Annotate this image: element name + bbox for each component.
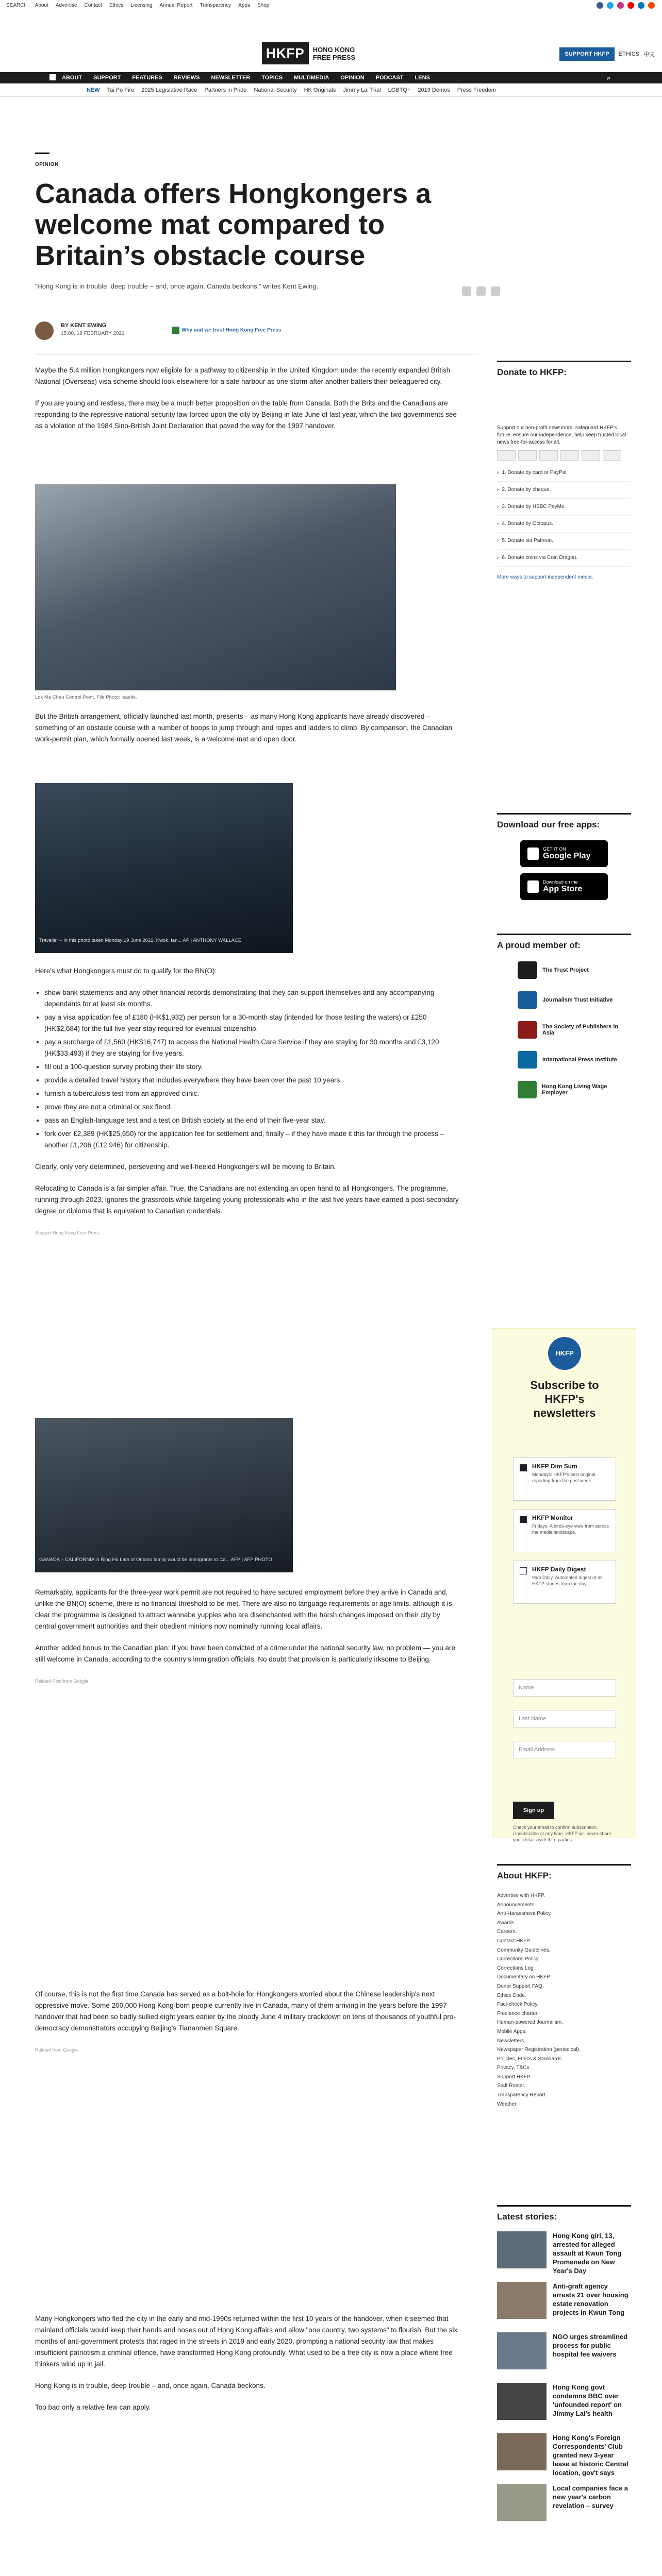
trending-bar	[0, 83, 662, 97]
apps-title: Download our free apps:	[497, 820, 600, 829]
member-label: International Press Institute	[542, 1057, 617, 1063]
sidebar-rule	[497, 361, 631, 362]
story-item[interactable]	[497, 2484, 631, 2525]
about-links	[497, 1891, 631, 2109]
nav-opinion[interactable]: OPINION	[340, 75, 365, 81]
topbar-shop[interactable]: Shop	[257, 3, 270, 8]
latest-stories	[497, 2205, 631, 2525]
payme-icon	[582, 450, 600, 461]
requirements-list	[44, 987, 459, 1151]
paragraph: Maybe the 5.4 million Hongkongers now eligible for a pathway to citizenship in the United Kingdom under the recently expanded British National (Overseas) visa scheme should look elsewhere for a safe harbour as one storm after another batters their beleaguered city.	[35, 366, 451, 385]
logo-line-1: HONG KONG	[312, 45, 355, 54]
topbar-apps[interactable]: Apps	[238, 3, 250, 8]
about-link[interactable]: Ethics Code.	[497, 1992, 526, 1998]
article-body-6	[35, 2313, 459, 2424]
article-body-1	[35, 365, 459, 442]
about-link[interactable]: Support HKFP.	[497, 2074, 531, 2080]
paragraph: If you are young and restless, there may be a much better proposition on the table from Canada. Both the Brits and the Canadians are responding to the repressive national security law forced upon the city by Beijing in late June of last year, which the two governments see as a violation of the 1984 Sino-British Joint Declaration that paved the way for the 1997 handover.	[35, 399, 457, 430]
trust-icon	[172, 327, 179, 334]
sidebar-rule	[497, 2205, 631, 2207]
ad-label: Related Post from Google	[35, 1679, 89, 1684]
app-store-button[interactable]	[520, 873, 608, 900]
share-facebook-icon[interactable]	[462, 286, 471, 296]
living-wage-logo	[518, 1081, 537, 1098]
donate-options	[497, 465, 631, 567]
gp-small: GET IT ON	[543, 846, 566, 852]
member-sopa[interactable]	[518, 1020, 631, 1040]
home-icon[interactable]	[49, 74, 56, 80]
ipi-logo	[518, 1051, 537, 1069]
as-small: Download on the	[543, 879, 578, 885]
about-link[interactable]: Freelance charter.	[497, 2010, 539, 2016]
donate-text: Support our non-profit newsroom: safeguard HKFP's future, ensure our independence, help keep trusted local news free-for-access for all.	[497, 425, 626, 445]
nav-features[interactable]: FEATURES	[132, 75, 162, 81]
new-label: NEW	[87, 87, 100, 93]
paragraph: Many Hongkongers who fled the city in the early and mid-1990s returned within the first 10 years of the handover, when it seemed that mainland officials would keep their hands and noses out of Hong Kong affairs and allow "one country, two systems" to flourish. But the six months of anti-government protests that raged in the streets in 2019 and early 2020, prompting a national security law that makes insufficient patriotism a criminal offence, have transformed Hong Kong profoundly. What used to be a free city is now a place where free thinkers wind up in jail.	[35, 2315, 458, 2368]
donate-box	[497, 425, 631, 581]
list-item: • provide a detailed travel history that includes everywhere they have been over the past 10 years.	[44, 1075, 459, 1086]
amex-icon	[539, 450, 558, 461]
payment-icons	[497, 450, 631, 461]
twitter-icon[interactable]	[607, 2, 614, 9]
sidebar-rule	[497, 934, 631, 935]
story-thumb	[497, 2332, 547, 2369]
site-logo[interactable]	[262, 42, 355, 64]
main-nav	[0, 72, 662, 83]
donate-option[interactable]: › 4. Donate by Octopus.	[497, 516, 631, 533]
member-label: Hong Kong Living Wage Employer	[541, 1083, 607, 1096]
nav-topics[interactable]: TOPICS	[261, 75, 283, 81]
about-link[interactable]: Donor Support FAQ.	[497, 1983, 544, 1989]
paragraph: Clearly, only very determined, persevering and well-heeled Hongkongers will be moving to Britain.	[35, 1163, 336, 1171]
list-item: • prove they are not a criminal or sex fiend.	[44, 1101, 459, 1113]
article-body-4	[35, 1587, 459, 1697]
article-photo-traveller[interactable]	[35, 783, 293, 953]
about-link[interactable]: Transparency Report.	[497, 2092, 547, 2098]
donate-option[interactable]: › 5. Donate via Patreon.	[497, 533, 631, 550]
about-link[interactable]: Awards.	[497, 1920, 516, 1926]
member-trust-project[interactable]	[518, 960, 631, 980]
nav-lens[interactable]: LENS	[415, 75, 430, 81]
article-body-3	[35, 965, 459, 1249]
topbar-transparency[interactable]: Transparency	[200, 3, 231, 8]
share-email-icon[interactable]	[491, 286, 500, 296]
share-buttons	[462, 286, 500, 296]
facebook-icon[interactable]	[597, 2, 603, 9]
list-item: • furnish a tuberculosis test from an approved clinic.	[44, 1088, 459, 1099]
photo-caption: GANADA – CALIFORNIA in Ring Ho Lam of Ontario family would be immigrants to Ca... AFP | AFP PHOTO	[39, 1557, 272, 1563]
paragraph: Remarkably, applicants for the three-year work permit are not required to have secured employment before they arrive in Canada and, unlike the BN(O) scheme, there is no financial threshold to be met. There are also no language requirements or age limits, although it is clear the programme is designed to attract wannabe yuppies who are disenchanted with the harsh changes imposed on their city by central government authorities and their obedient minions now nominally running local affairs.	[35, 1588, 452, 1630]
story-thumb	[497, 2231, 547, 2268]
mastercard-icon	[497, 450, 516, 461]
story-item[interactable]	[497, 2231, 631, 2273]
about-link[interactable]: Newsletters.	[497, 2038, 526, 2044]
option-name: HKFP Dim Sum	[532, 1463, 577, 1470]
list-item: • pay a visa application fee of £180 (HK$1,932) per person for a 30-month stay (intended for those testing the waters) or £250 (HK$2,684) for the full five-year stay required for eventual citizenship.	[44, 1012, 459, 1035]
article-body-2	[35, 711, 459, 755]
checkbox[interactable]	[520, 1464, 527, 1471]
email-input[interactable]: Email Address	[513, 1741, 616, 1758]
about-link[interactable]: Corrections Policy.	[497, 1956, 540, 1962]
topbar-annual-report[interactable]: Annual Report	[159, 3, 193, 8]
member-ipi[interactable]	[518, 1049, 631, 1070]
trending-item[interactable]: Tai Po Fire	[107, 87, 135, 93]
apps-section	[497, 813, 631, 906]
donate-title: Donate to HKFP:	[497, 367, 567, 377]
last-name-input[interactable]: Last Name	[513, 1710, 616, 1727]
trending-item[interactable]: HK Originals	[304, 87, 336, 93]
octopus-icon	[603, 450, 621, 461]
newsletter-logo: HKFP	[548, 1337, 581, 1370]
trending-item[interactable]: 2025 Legislative Race	[141, 87, 197, 93]
member-label: Journalism Trust Initiative	[542, 997, 613, 1003]
trending-item[interactable]: National Security	[254, 87, 297, 93]
topbar-licensing[interactable]: Licensing	[130, 3, 153, 8]
list-item: • fork over £2,389 (HK$25,650) for the application fee for settlement and, finally – if they have made it this far through the process – another £1,206 (£12,946) for citizenship.	[44, 1128, 459, 1151]
article-body-5	[35, 1989, 459, 2066]
share-twitter-icon[interactable]	[476, 286, 486, 296]
trust-promo-link[interactable]	[172, 327, 281, 334]
gp-big: Google Play	[543, 852, 591, 860]
logo-text	[313, 46, 355, 61]
paypal-icon	[560, 450, 579, 461]
story-thumb	[497, 2282, 547, 2319]
divider	[35, 354, 478, 355]
logo-line-2: FREE PRESS	[312, 53, 356, 61]
about-link[interactable]: Human-powered Journalism.	[497, 2020, 563, 2026]
about-link[interactable]: Announcements.	[497, 1902, 536, 1908]
story-title: Hong Kong's Foreign Correspondents' Club granted new 3-year lease at historic Central location, gov't says	[553, 2434, 628, 2477]
option-desc: 9am Daily: Automated digest of all HKFP stories from the day.	[532, 1575, 603, 1586]
story-thumb	[497, 2383, 547, 2420]
donate-option[interactable]: › 6. Donate coins via Coin Dragon.	[497, 550, 631, 567]
section-rule	[35, 152, 49, 154]
list-item: • pay a surcharge of £1,560 (HK$16,747) to access the National Health Care Service if they are staying for 30 months and £3,120 (HK$33,493) if they are staying for five years.	[44, 1037, 459, 1059]
newsletter-option-digest[interactable]	[513, 1561, 616, 1604]
checkbox[interactable]	[520, 1516, 527, 1523]
about-link[interactable]: Contact HKFP.	[497, 1938, 531, 1944]
donate-option[interactable]: › 1. Donate by card or PayPal.	[497, 465, 631, 482]
topbar-search[interactable]: SEARCH	[6, 3, 28, 8]
member-label: The Trust Project	[542, 967, 589, 973]
nav-reviews[interactable]: REVIEWS	[173, 75, 200, 81]
about-link[interactable]: Careers.	[497, 1929, 517, 1935]
site-header	[0, 11, 662, 72]
story-item[interactable]	[497, 2282, 631, 2323]
trust-project-logo	[518, 961, 537, 979]
paragraph: Another added bonus to the Canadian plan: If you have been convicted of a crime under the national security law, no problem — you are still welcome in Canada, according to the country's immigration officials. No doubt that provision is particularly irksome to Beijing.	[35, 1644, 456, 1663]
nav-support[interactable]: SUPPORT	[93, 75, 121, 81]
signup-button[interactable]: Sign up	[513, 1802, 554, 1819]
about-link[interactable]: Corrections Log.	[497, 1965, 535, 1971]
article-subtitle: “Hong Kong is in trouble, deep trouble – and, once again, Canada beckons,” writes Kent Ewing.	[35, 282, 319, 290]
nav-multimedia[interactable]: MULTIMEDIA	[294, 75, 329, 81]
topbar-advertise[interactable]: Advertise	[55, 3, 77, 8]
name-input[interactable]: Name	[513, 1679, 616, 1697]
member-label: The Society of Publishers in Asia	[542, 1024, 619, 1036]
newsletter-box	[492, 1328, 636, 1842]
google-play-button[interactable]	[520, 840, 608, 867]
trust-promo-text: Why and we trust Hong Kong Free Press	[181, 327, 282, 333]
article-photo-immigrants[interactable]	[35, 1418, 293, 1572]
option-desc: Mondays: HKFP's best original reporting from the past week.	[532, 1472, 595, 1483]
about-link[interactable]: Documentary on HKFP.	[497, 1974, 551, 1980]
option-desc: Fridays: A birds-eye view from across the media landscape.	[532, 1523, 609, 1535]
list-item: • show bank statements and any other financial records demonstrating that they can support themselves and any accompanying dependants for at least six months.	[44, 987, 459, 1010]
trending-item[interactable]: 2019 Demos	[418, 87, 450, 93]
paragraph: Of course, this is not the first time Canada has served as a bolt-hole for Hongkongers worried about the Chinese leadership's next oppressive move. Some 200,000 Hong Kong-born people currently live in Canada, many of them arriving in the years before the 1997 handover that had been so badly sullied eight years earlier by the bloody June 4 military crackdown on tens of thousands of youthful pro-democracy demonstrators occupying Beijing's Tiananmen Square.	[35, 1990, 456, 2032]
paragraph: Here's what Hongkongers must do to qualify for the BN(O):	[35, 967, 217, 975]
members-section	[497, 934, 631, 1100]
nav-podcast[interactable]: PODCAST	[375, 75, 404, 81]
instagram-icon[interactable]	[617, 2, 624, 9]
about-link[interactable]: Community Guidelines.	[497, 1947, 551, 1953]
option-name: HKFP Daily Digest	[532, 1566, 586, 1573]
about-link[interactable]: Privacy, T&Cs.	[497, 2065, 531, 2071]
list-item: • pass an English-language test and a test on British society at the end of their five-year stay.	[44, 1115, 459, 1126]
section-label[interactable]: OPINION	[35, 162, 59, 167]
trending-item[interactable]: LGBTQ+	[388, 87, 411, 93]
paragraph: But the British arrangement, officially launched last month, presents – as many Hong Kong applicants have already discovered – something of an obstacle course with a number of hoops to jump through and ropes and ladders to climb. By comparison, the Canadian work-permit plan, which formally opened last week, is a welcome mat and open door.	[35, 713, 452, 743]
article-photo-border-control[interactable]	[35, 484, 396, 690]
article-headline: Canada offers Hongkongers a welcome mat compared to Britain’s obstacle course	[35, 178, 432, 271]
sidebar-rule	[497, 813, 631, 815]
paragraph: Hong Kong is in trouble, deep trouble – and, once again, Canada beckons.	[35, 2382, 266, 2389]
story-item[interactable]	[497, 2433, 631, 2475]
author-name[interactable]: BY KENT EWING	[61, 323, 107, 329]
support-button[interactable]: SUPPORT HKFP	[559, 47, 614, 61]
trending-item[interactable]: Partners in Pride	[204, 87, 247, 93]
paragraph: Too bad only a relative few can apply.	[35, 2403, 151, 2411]
story-thumb	[497, 2433, 547, 2470]
paragraph: Relocating to Canada is a far simpler affair. True, the Canadians are not extending an open hand to all Hongkongers. The programme, running through 2023, ignores the grassroots while targeting young professionals who in the last five years have earned a post-secondary degree or diploma that is equivalent to Canadian credentials.	[35, 1184, 459, 1215]
photo-caption: Traveller – In this photo taken Monday 19 June 2021, Kwok, fan... AP | ANTHONY WALLACE	[39, 938, 242, 943]
member-jti[interactable]	[518, 990, 631, 1010]
as-big: App Store	[543, 885, 583, 893]
about-link[interactable]: Advertise with HKFP.	[497, 1893, 545, 1899]
linkedin-icon[interactable]	[638, 2, 644, 9]
visa-icon	[518, 450, 537, 461]
newsletter-option-dimsum[interactable]	[513, 1458, 616, 1501]
about-link[interactable]: Newspaper Registration (periodical).	[497, 2047, 581, 2053]
list-item: • fill out a 100-question survey probing their life story.	[44, 1061, 459, 1073]
story-title: NGO urges streamlined process for public hospital fee waivers	[553, 2333, 628, 2358]
story-title: Hong Kong govt condemns BBC over 'unfounded report' on Jimmy Lai's health	[553, 2383, 622, 2417]
trending-item[interactable]: Press Freedom	[457, 87, 496, 93]
reddit-icon[interactable]	[648, 2, 655, 9]
option-name: HKFP Monitor	[532, 1514, 573, 1521]
byline	[35, 319, 344, 345]
photo-caption: Lok Ma Chau Control Point. File Photo: Isaeltk.	[35, 694, 137, 700]
jti-logo	[518, 991, 537, 1009]
about-link[interactable]: Anti-Harassment Policy.	[497, 1911, 552, 1917]
topbar-about[interactable]: About	[35, 3, 48, 8]
donate-section	[497, 361, 631, 378]
about-link[interactable]: Fact-check Policy.	[497, 2002, 539, 2008]
logo-mark: HKFP	[262, 42, 309, 64]
sidebar-rule	[497, 1864, 631, 1866]
search-icon[interactable]: ⌕	[607, 74, 610, 81]
story-title: Local companies face a new year's carbon revelation – survey	[553, 2484, 628, 2510]
members-title: A proud member of:	[497, 940, 581, 950]
nav-newsletter[interactable]: NEWSLETTER	[211, 75, 251, 81]
more-ways-link[interactable]: More ways to support independent media.	[497, 574, 593, 580]
ethics-link[interactable]: ETHICS	[618, 51, 639, 57]
story-thumb	[497, 2484, 547, 2521]
story-item[interactable]	[497, 2332, 631, 2374]
about-link[interactable]: Staff Roster.	[497, 2083, 525, 2089]
about-link[interactable]: Weather.	[497, 2101, 518, 2107]
about-link[interactable]: Mobile Apps.	[497, 2028, 527, 2035]
language-link[interactable]: 中文	[643, 52, 655, 58]
member-living-wage[interactable]	[518, 1079, 631, 1100]
newsletter-option-monitor[interactable]	[513, 1509, 616, 1552]
donate-option[interactable]: › 2. Donate by cheque.	[497, 482, 631, 499]
newsletter-note: Check your email to confirm subscription. Unsubscribe at any time. HKFP will never share your details with third parties.	[513, 1825, 611, 1842]
checkbox[interactable]	[520, 1567, 527, 1574]
topbar-contact[interactable]: Contact	[84, 3, 102, 8]
donate-option[interactable]: › 3. Donate by HSBC PayMe.	[497, 499, 631, 516]
latest-title: Latest stories:	[497, 2212, 557, 2222]
story-title: Anti-graft agency arrests 21 over housing estate renovation projects in Kwun Tong	[553, 2282, 628, 2316]
story-title: Hong Kong girl, 13, arrested for alleged assault at Kwun Tong Promenade on New Year's Day	[553, 2232, 622, 2275]
ad-label: Support Hong Kong Free Press	[35, 1230, 100, 1235]
publish-date: 15:00, 18 FEBRUARY 2021	[61, 331, 125, 336]
ad-label: Related from Google	[35, 2047, 78, 2053]
top-utility-bar	[0, 0, 662, 11]
about-link[interactable]: Policies, Ethics & Standards.	[497, 2056, 563, 2062]
nav-about[interactable]: ABOUT	[62, 75, 82, 81]
youtube-icon[interactable]	[627, 2, 634, 9]
about-section	[497, 1864, 631, 2109]
author-avatar	[35, 321, 54, 340]
about-title: About HKFP:	[497, 1871, 552, 1880]
topbar-ethics[interactable]: Ethics	[109, 3, 124, 8]
sopa-logo	[518, 1021, 537, 1039]
newsletter-title: Subscribe to HKFP's newsletters	[530, 1379, 599, 1419]
trending-item[interactable]: Jimmy Lai Trial	[343, 87, 381, 93]
story-item[interactable]	[497, 2383, 631, 2424]
